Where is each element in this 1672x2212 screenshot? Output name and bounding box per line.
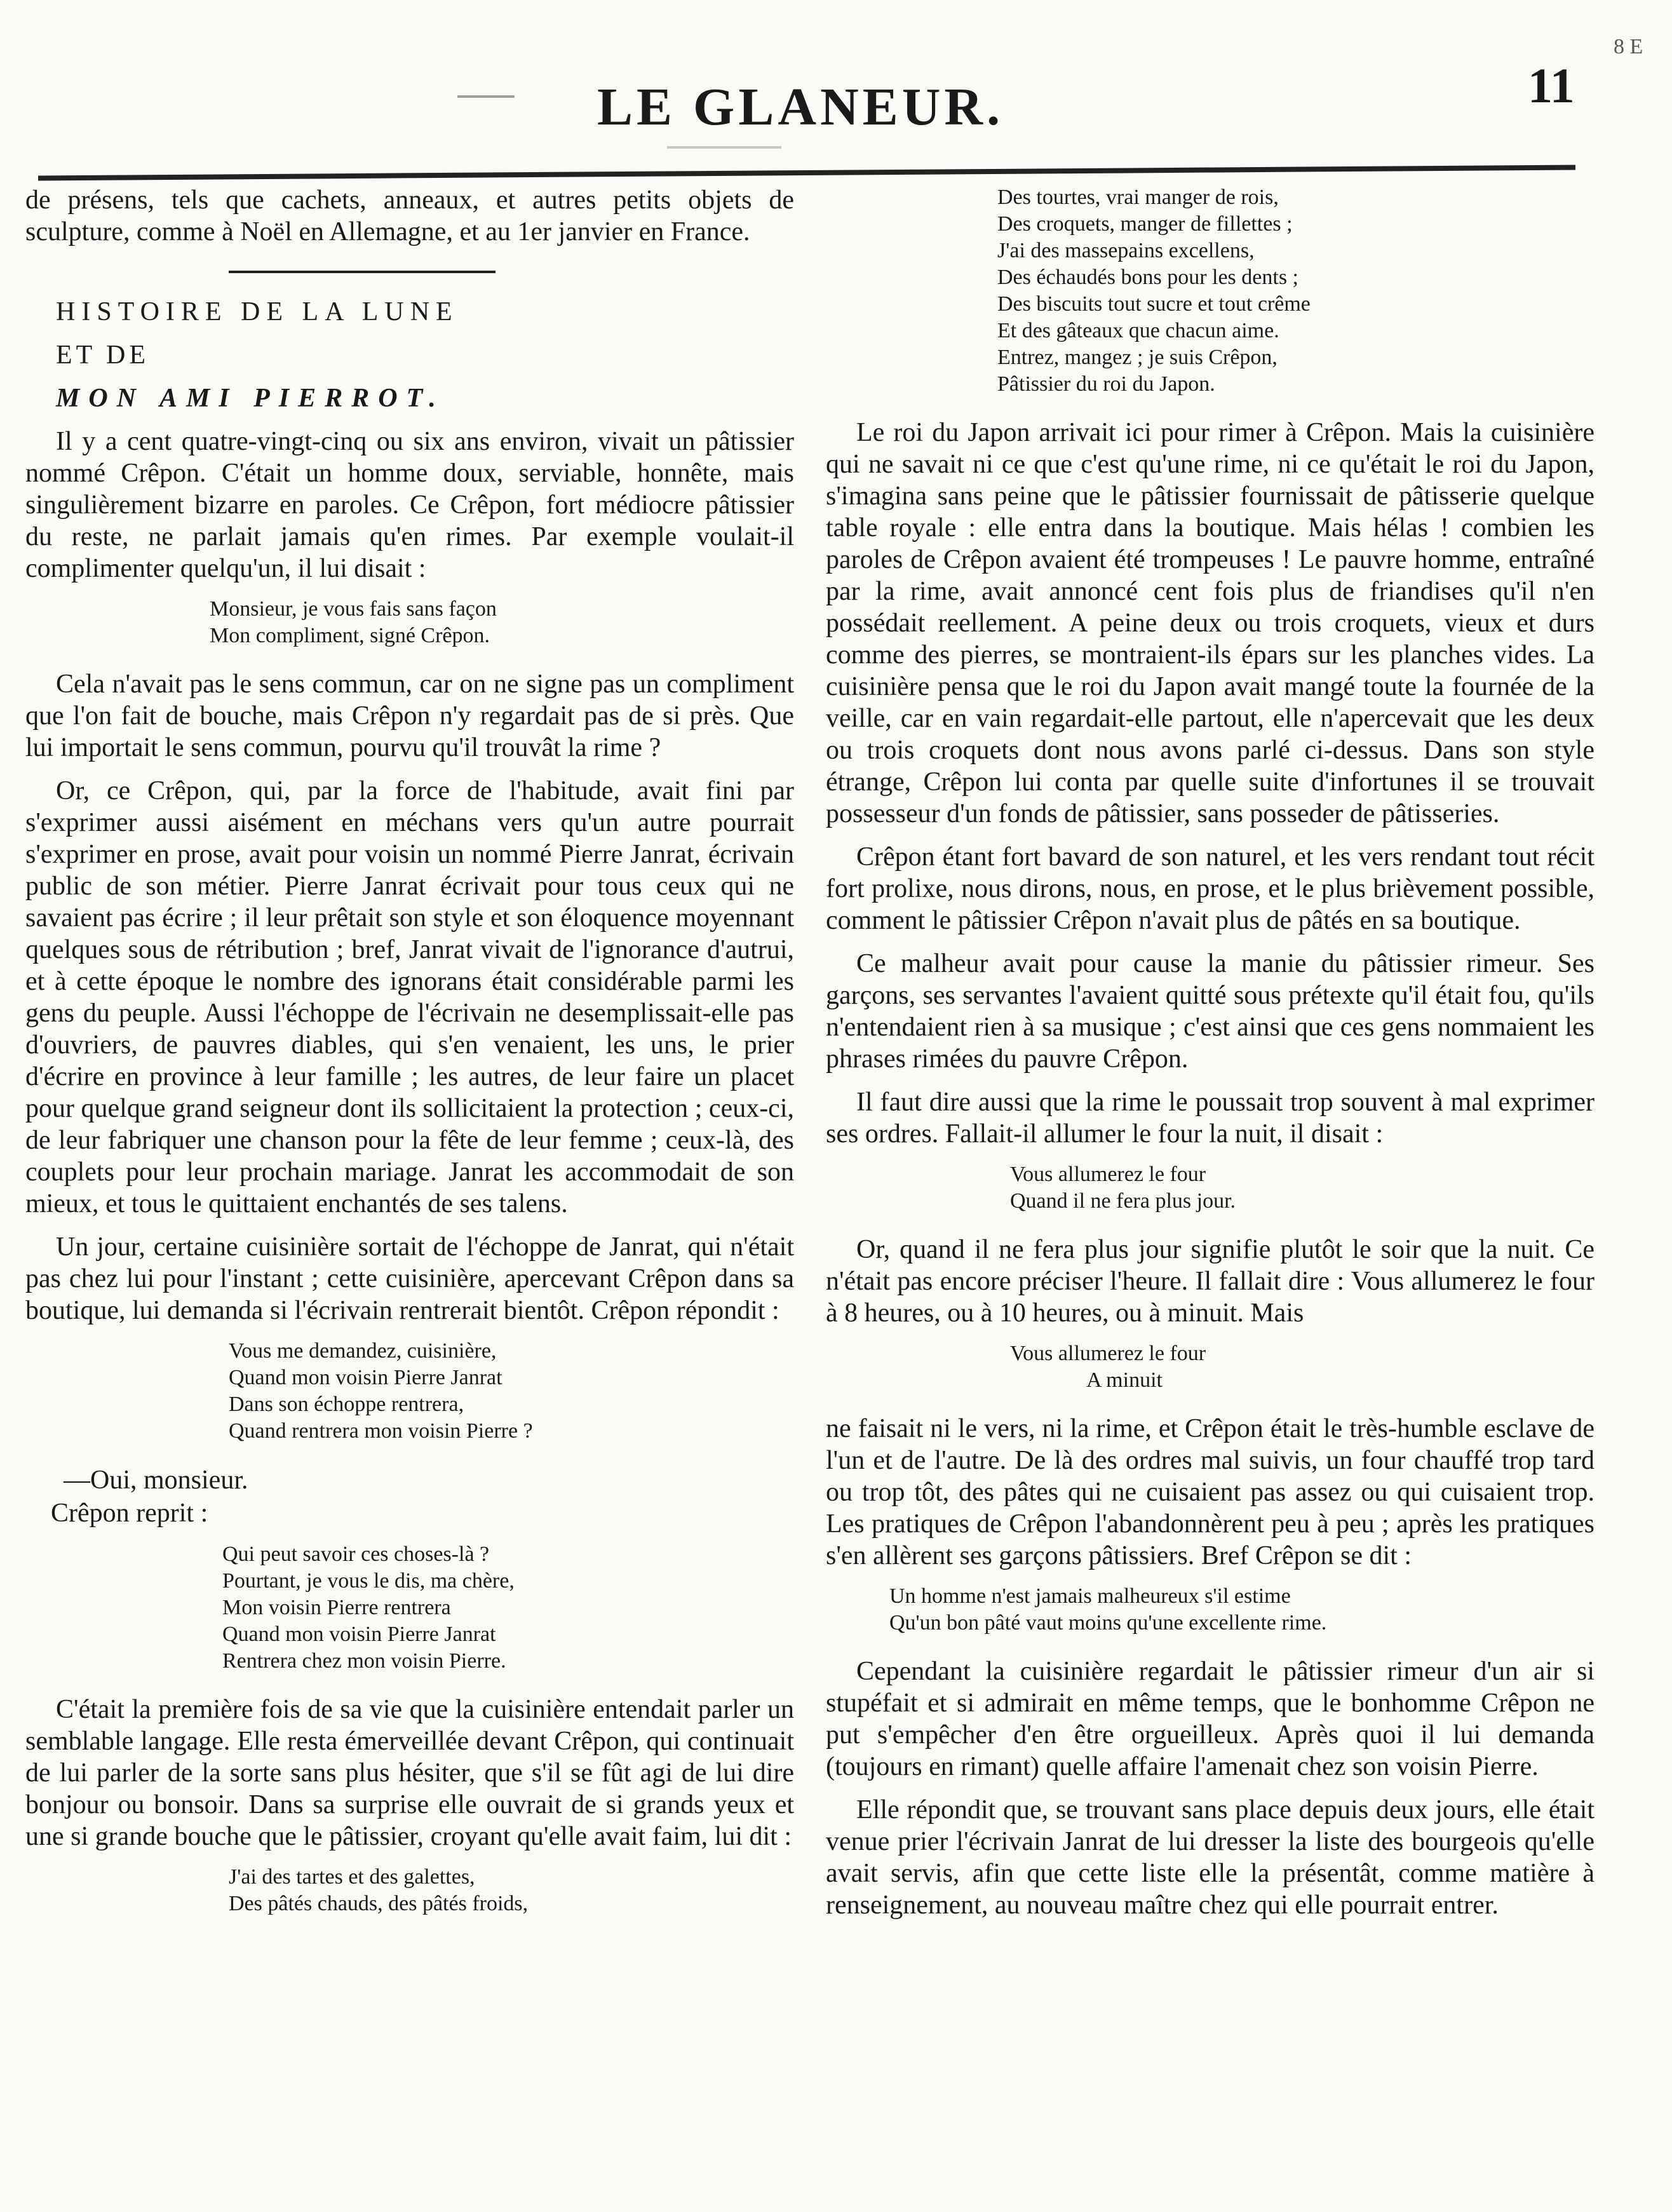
paragraph: Or, ce Crêpon, qui, par la force de l'habitude, avait fini par s'exprimer aussi aisément en méchans vers qu'un autre pourrait s'exprimer en prose, avait pour voisin un nommé Pierre Janrat, écrivain public de son métier. Pierre Janrat écrivait pour tous ceux qui ne savaient pas écrire ; il leur prêtait son style et son éloquence moyennant quelques sous de rétribution ; bref, Janrat vivait de l'ignorance d'autrui, et à cette époque le nombre des ignorans était considérable parmi les gens du peuple. Aussi l'échoppe de l'écrivain ne desemplissait-elle pas d'ouvriers, de pauvres diables, qui s'en venaient, les uns, le prier d'écrire en province à leur famille ; les autres, de leur faire un placet pour quelque grand seigneur dont ils sollicitaient la protection ; ceux-ci, de leur fabriquer une chanson pour la fête de leur femme ; ceux-là, des couplets pour leur prochain mariage. Janrat les accommodait de son mieux, et tous le quittaient enchantés de ses talens. <box>25 776 794 1218</box>
newspaper-title: LE GLANEUR. <box>597 78 1004 137</box>
verse-line: Des biscuits tout sucre et tout crême <box>997 292 1311 316</box>
verse-line: Rentrera chez mon voisin Pierre. <box>222 1649 506 1673</box>
masthead <box>0 57 1672 152</box>
verse-block <box>222 1541 794 1675</box>
paragraph: Il y a cent quatre-vingt-cinq ou six ans environ, vivait un pâtissier nommé Crêpon. C'était un homme doux, serviable, honnête, mais singulièrement bizarre en paroles. Ce Crêpon, fort médiocre pâtissier du reste, ne parlait jamais qu'en rimes. Par exemple voulait-il complimenter quelqu'un, il lui disait : <box>25 427 794 583</box>
verse-line: Des croquets, manger de fillettes ; <box>997 212 1293 236</box>
verse-line: Quand rentrera mon voisin Pierre ? <box>229 1419 533 1443</box>
paragraph: Elle répondit que, se trouvant sans place depuis deux jours, elle était venue prier l'écrivain Janrat de lui dresser la liste des bourgeois qu'elle avait servis, afin que cette liste elle la présentât, comme matière à renseignement, au nouveau maître chez qui elle pourrait entrer. <box>826 1795 1594 1920</box>
verse-line: Des échaudés bons pour les dents ; <box>997 266 1299 289</box>
verse-line: Pourtant, je vous le dis, ma chère, <box>222 1569 515 1593</box>
paragraph: Cela n'avait pas le sens commun, car on ne signe pas un compliment que l'on fait de bouche, mais Crêpon n'y regardait pas de si près. Que lui importait le sens commun, pourvu qu'il trouvât la rime ? <box>25 670 794 762</box>
masthead-smudge <box>457 95 515 98</box>
verse-line: Dans son échoppe rentrera, <box>229 1393 464 1416</box>
verse-block <box>229 1864 794 1917</box>
paragraph: Or, quand il ne fera plus jour signifie plutôt le soir que la nuit. Ce n'était pas encore préciser l'heure. Il fallait dire : Vous allumerez le four à 8 heures, ou à 10 heures, ou à minuit. Mais <box>826 1235 1594 1328</box>
paragraph: Il faut dire aussi que la rime le poussait trop souvent à mal exprimer ses ordres. Fallait-il allumer le four la nuit, il disait : <box>826 1088 1594 1149</box>
verse-block <box>210 596 794 649</box>
article-title-line2: MON AMI PIERROT. <box>56 384 445 413</box>
right-column <box>826 184 1594 1932</box>
verse-line: Mon voisin Pierre rentrera <box>222 1596 451 1619</box>
dialogue-line: Crêpon reprit : <box>51 1499 208 1528</box>
verse-line: Quand il ne fera plus jour. <box>1010 1189 1236 1213</box>
verse-line: Monsieur, je vous fais sans façon <box>210 597 497 621</box>
left-column <box>25 184 794 1936</box>
verse-line: Qui peut savoir ces choses-là ? <box>222 1542 490 1566</box>
paragraph: Crêpon étant fort bavard de son naturel, et les vers rendant tout récit fort prolixe, nous dirons, nous, en prose, et le plus brièvement possible, comment le pâtissier Crêpon n'avait plus de pâtés en sa boutique. <box>826 842 1594 935</box>
verse-line: A minuit <box>1086 1368 1163 1392</box>
verse-line: Vous me demandez, cuisinière, <box>229 1339 497 1363</box>
paragraph: ne faisait ni le vers, ni la rime, et Crêpon était le très-humble esclave de l'un et de l'autre. De là des ordres mal suivis, un four chauffé trop tard ou trop tôt, des pâtes qui ne cuisaient pas assez ou qui cuisaient trop. Les pratiques de Crêpon l'abandonnèrent peu à peu ; après les pratiques s'en allèrent ses garçons pâtissiers. Bref Crêpon se dit : <box>826 1414 1594 1570</box>
dialogue-line: —Oui, monsieur. <box>64 1466 248 1495</box>
section-divider <box>229 271 496 273</box>
verse-line: Et des gâteaux que chacun aime. <box>997 319 1279 342</box>
paragraph: Le roi du Japon arrivait ici pour rimer à Crêpon. Mais la cuisinière qui ne savait ni ce que c'est qu'une rime, ni ce qu'était le roi du Japon, s'imagina sans peine que le pâtissier fournissait de pâtisserie quelque table royale : elle entra dans la boutique. Mais hélas ! combien les paroles de Crêpon avaient été trompeuses ! Le pauvre homme, entraîné par la rime, avait annoncé cent fois plus de friandises qu'il n'en possédait reellement. A peine deux ou trois croquets, vieux et durs comme des pierres, se montraient-ils épars sur les planches vides. La cuisinière pensa que le roi du Japon avait mangé toute la fournée de la veille, car en vain regardait-elle partout, elle n'apercevait que les deux ou trois croquets dont nous avons parlé ci-dessus. Dans son style étrange, Crêpon lui conta par quelle suite d'infortunes il se trouvait possesseur d'un fonds de pâtissier, sans posseder de pâtisseries. <box>826 418 1594 828</box>
paragraph: Ce malheur avait pour cause la manie du pâtissier rimeur. Ses garçons, ses servantes l'avaient quitté sous prétexte qu'il était fou, qu'ils n'entendaient rien à sa musique ; c'est ainsi que ces gens nommaient les phrases rimées du pauvre Crêpon. <box>826 949 1594 1074</box>
opening-paragraph: de présens, tels que cachets, anneaux, et autres petits objets de sculpture, comme à Noël en Allemagne, et au 1er janvier en France. <box>25 185 794 246</box>
verse-line: Mon compliment, signé Crêpon. <box>210 624 490 647</box>
masthead-smudge <box>667 146 781 149</box>
verse-block <box>229 1338 794 1445</box>
verse-block <box>997 184 1594 398</box>
article-title-et: ET DE <box>56 341 150 370</box>
paragraph: Cependant la cuisinière regardait le pâtissier rimeur d'un air si stupéfait et si admirait en même temps, que le bonhomme Crêpon ne put s'empêcher d'en être orgueilleux. Après quoi il lui demanda (toujours en rimant) quelle affaire l'amenait chez son voisin Pierre. <box>826 1657 1594 1781</box>
verse-line: Des pâtés chauds, des pâtés froids, <box>229 1892 529 1915</box>
verse-line: Qu'un bon pâté vaut moins qu'une excellente rime. <box>889 1611 1327 1635</box>
corner-mark: 8 E <box>1614 35 1643 58</box>
article-title-line1: HISTOIRE DE LA LUNE <box>56 297 459 327</box>
header-rule <box>38 165 1575 181</box>
verse-line: J'ai des massepains excellens, <box>997 239 1255 262</box>
verse-line: Pâtissier du roi du Japon. <box>997 372 1215 396</box>
verse-line: Quand mon voisin Pierre Janrat <box>222 1622 496 1646</box>
page-number: 11 <box>1528 58 1575 113</box>
verse-block <box>1010 1340 1594 1394</box>
verse-line: Entrez, mangez ; je suis Crêpon, <box>997 346 1278 369</box>
verse-line: Vous allumerez le four <box>1010 1163 1206 1186</box>
verse-block <box>1010 1161 1594 1215</box>
verse-line: Des tourtes, vrai manger de rois, <box>997 185 1279 209</box>
verse-line: Quand mon voisin Pierre Janrat <box>229 1366 502 1389</box>
verse-line: Un homme n'est jamais malheureux s'il estime <box>889 1584 1291 1608</box>
verse-line: Vous allumerez le four <box>1010 1342 1206 1365</box>
paragraph: Un jour, certaine cuisinière sortait de l'échoppe de Janrat, qui n'était pas chez lui pour l'instant ; cette cuisinière, apercevant Crêpon dans sa boutique, lui demanda si l'écrivain rentrerait bientôt. Crêpon répondit : <box>25 1232 794 1325</box>
verse-block <box>889 1583 1594 1636</box>
dialogue <box>25 1464 794 1530</box>
verse-line: J'ai des tartes et des galettes, <box>229 1865 475 1889</box>
paragraph: C'était la première fois de sa vie que la cuisinière entendait parler un semblable langage. Elle resta émerveillée devant Crêpon, qui continuait de lui parler de la sorte sans plus hésiter, que s'il se fût agi de lui dire bonjour ou bonsoir. Dans sa surprise elle ouvrait de si grands yeux et une si grande bouche que le pâtissier, croyant qu'elle avait faim, lui dit : <box>25 1695 794 1851</box>
